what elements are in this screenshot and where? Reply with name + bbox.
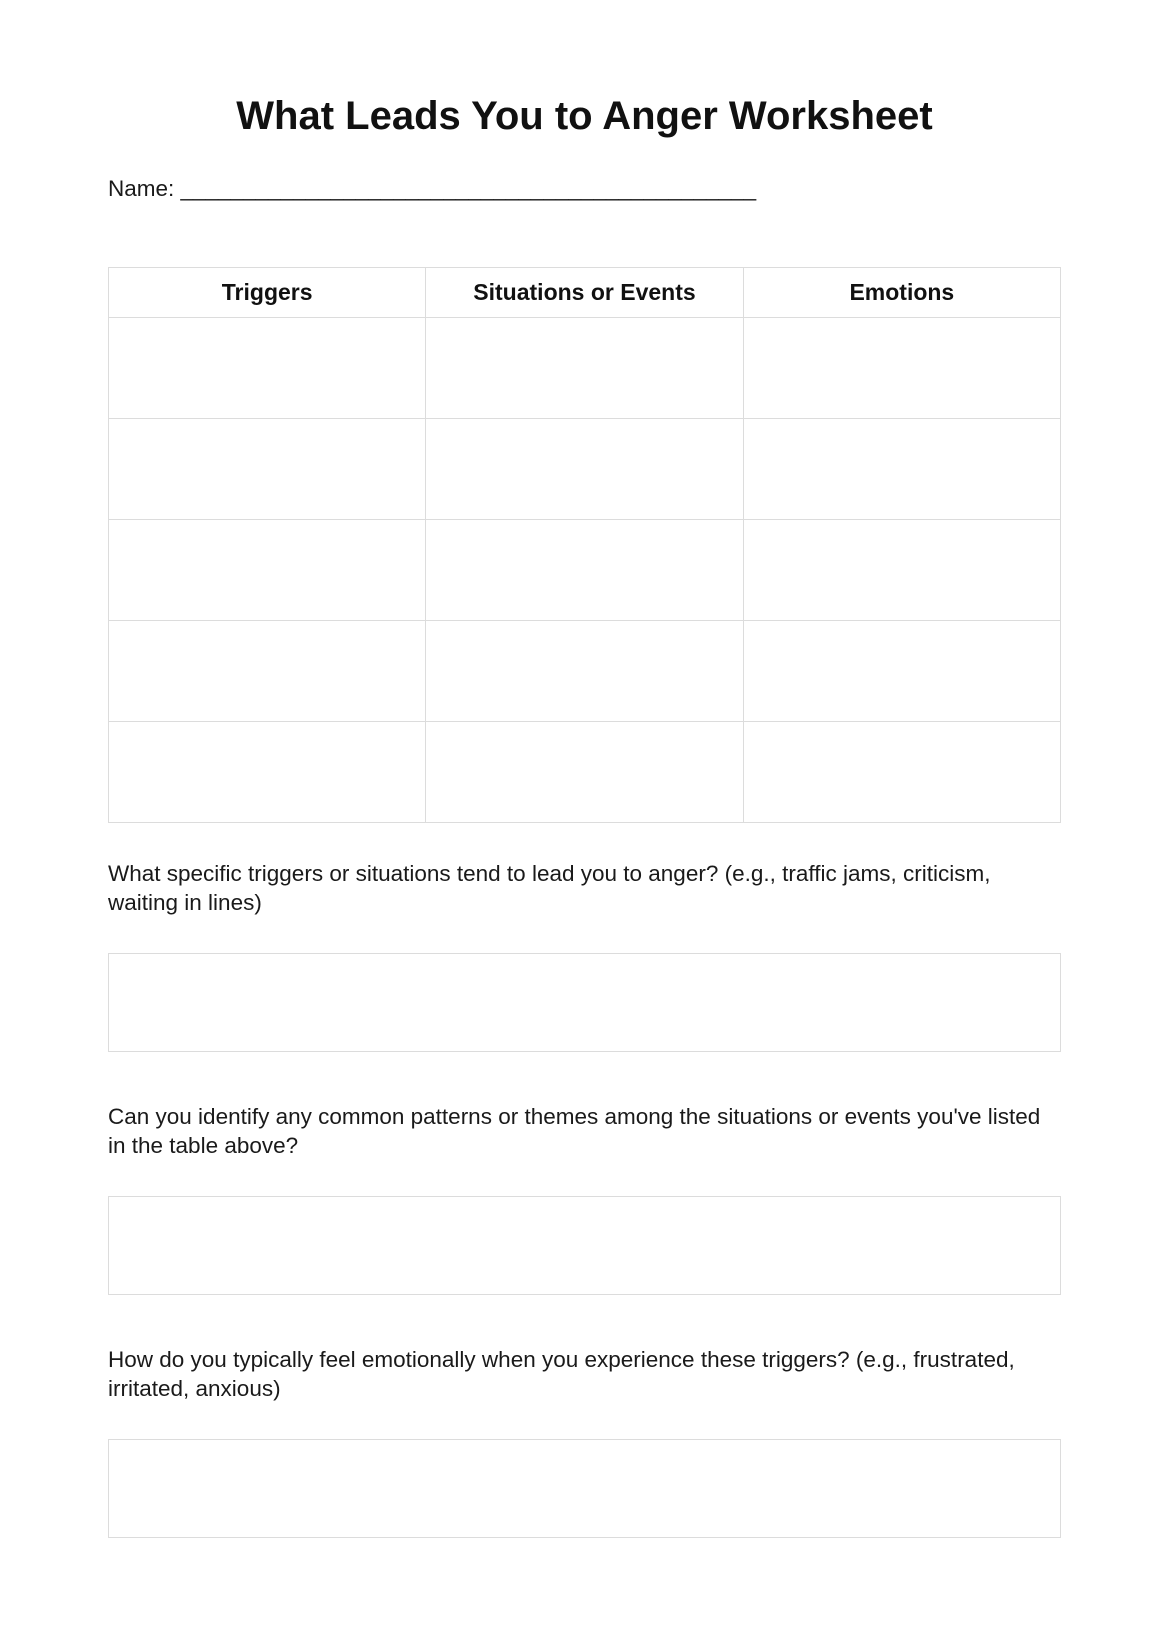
table-row [109, 419, 1061, 520]
table-cell-emotions[interactable] [743, 722, 1060, 823]
table-cell-situations[interactable] [426, 621, 743, 722]
triggers-table [108, 267, 1061, 823]
table-cell-triggers[interactable] [109, 419, 426, 520]
column-header-situations-or-events: Situations or Events [426, 268, 743, 318]
table-row [109, 520, 1061, 621]
table-cell-situations[interactable] [426, 419, 743, 520]
table-cell-triggers[interactable] [109, 722, 426, 823]
question-3-text: How do you typically feel emotionally when you experience these triggers? (e.g., frustrated, irritated, anxious) [108, 1347, 1015, 1401]
table-cell-situations[interactable] [426, 722, 743, 823]
question-3-answer-box[interactable] [108, 1439, 1061, 1538]
table-row [109, 722, 1061, 823]
name-label: Name: [108, 176, 175, 201]
table-cell-situations[interactable] [426, 520, 743, 621]
column-header-emotions: Emotions [743, 268, 1060, 318]
table-cell-triggers[interactable] [109, 621, 426, 722]
table-cell-emotions[interactable] [743, 520, 1060, 621]
table-cell-emotions[interactable] [743, 621, 1060, 722]
table-row [109, 318, 1061, 419]
table-cell-triggers[interactable] [109, 318, 426, 419]
table-cell-emotions[interactable] [743, 318, 1060, 419]
name-fill-line[interactable]: ______________________________________________ [180, 176, 757, 201]
table-header-row [109, 268, 1061, 318]
table-cell-emotions[interactable] [743, 419, 1060, 520]
table-cell-triggers[interactable] [109, 520, 426, 621]
question-1-answer-box[interactable] [108, 953, 1061, 1052]
name-row [108, 174, 1061, 203]
table-row [109, 621, 1061, 722]
column-header-triggers: Triggers [109, 268, 426, 318]
page-title: What Leads You to Anger Worksheet [236, 94, 933, 138]
question-1-text: What specific triggers or situations tend to lead you to anger? (e.g., traffic jams, criticism, waiting in lines) [108, 861, 991, 915]
question-2-answer-box[interactable] [108, 1196, 1061, 1295]
question-2-text: Can you identify any common patterns or themes among the situations or events you've listed in the table above? [108, 1104, 1041, 1158]
table-cell-situations[interactable] [426, 318, 743, 419]
